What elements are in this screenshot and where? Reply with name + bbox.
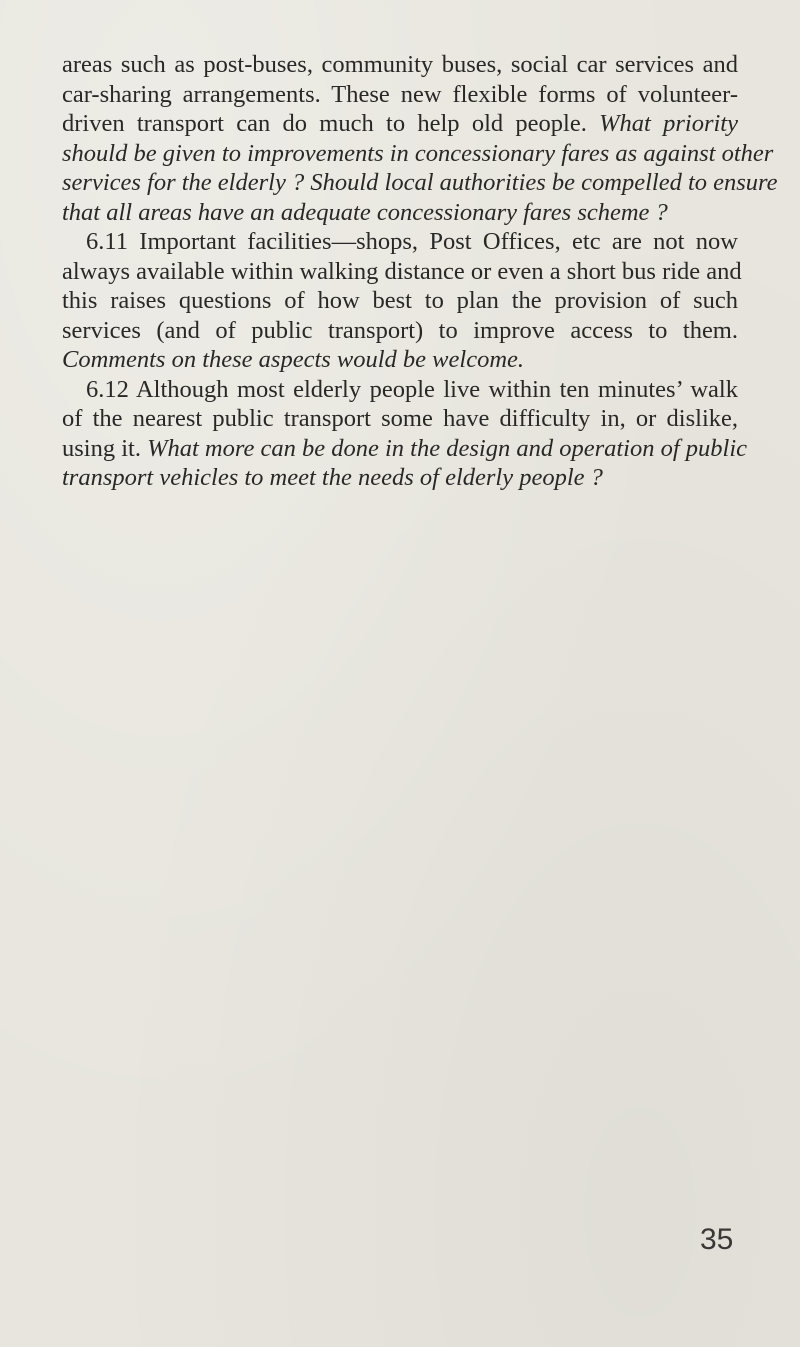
text-line-14 (62, 434, 748, 464)
body-text (62, 50, 778, 493)
text-line-8: always available within walking distance or even a short bus ride and (62, 257, 742, 285)
text-line-2: car-sharing arrangements. These new flexible forms of volunteer- (62, 80, 738, 108)
paragraph-6-11-start: 6.11 Important facilities—shops, Post Offices, etc are not now (86, 228, 738, 255)
text-run-14a: using it. (62, 434, 141, 462)
text-run-14b: What more can be done in the design and operation of public (147, 434, 748, 462)
text-line-11: Comments on these aspects would be welcome. (62, 346, 525, 373)
text-line-15: transport vehicles to meet the needs of elderly people ? (62, 464, 603, 491)
text-line-3 (62, 109, 738, 139)
text-run-3b: What priority (599, 110, 738, 137)
text-line-9: this raises questions of how best to plan the provision of such (62, 287, 738, 314)
text-line-13: of the nearest public transport some have difficulty in, or dislike, (62, 405, 738, 432)
text-run-3a: driven transport can do much to help old people. (62, 110, 587, 137)
text-line-1: areas such as post-buses, community buses, social car services and (62, 51, 738, 78)
text-line-5: services for the elderly ? Should local authorities be compelled to ensure (62, 169, 778, 196)
paragraph-6-12-start: 6.12 Although most elderly people live within ten minutes’ walk (86, 375, 738, 403)
page-number: 35 (700, 1223, 734, 1256)
text-line-6: that all areas have an adequate concessionary fares scheme ? (62, 198, 668, 226)
text-line-4: should be given to improvements in concessionary fares as against other (62, 139, 774, 167)
text-line-10: services (and of public transport) to improve access to them. (62, 316, 738, 344)
